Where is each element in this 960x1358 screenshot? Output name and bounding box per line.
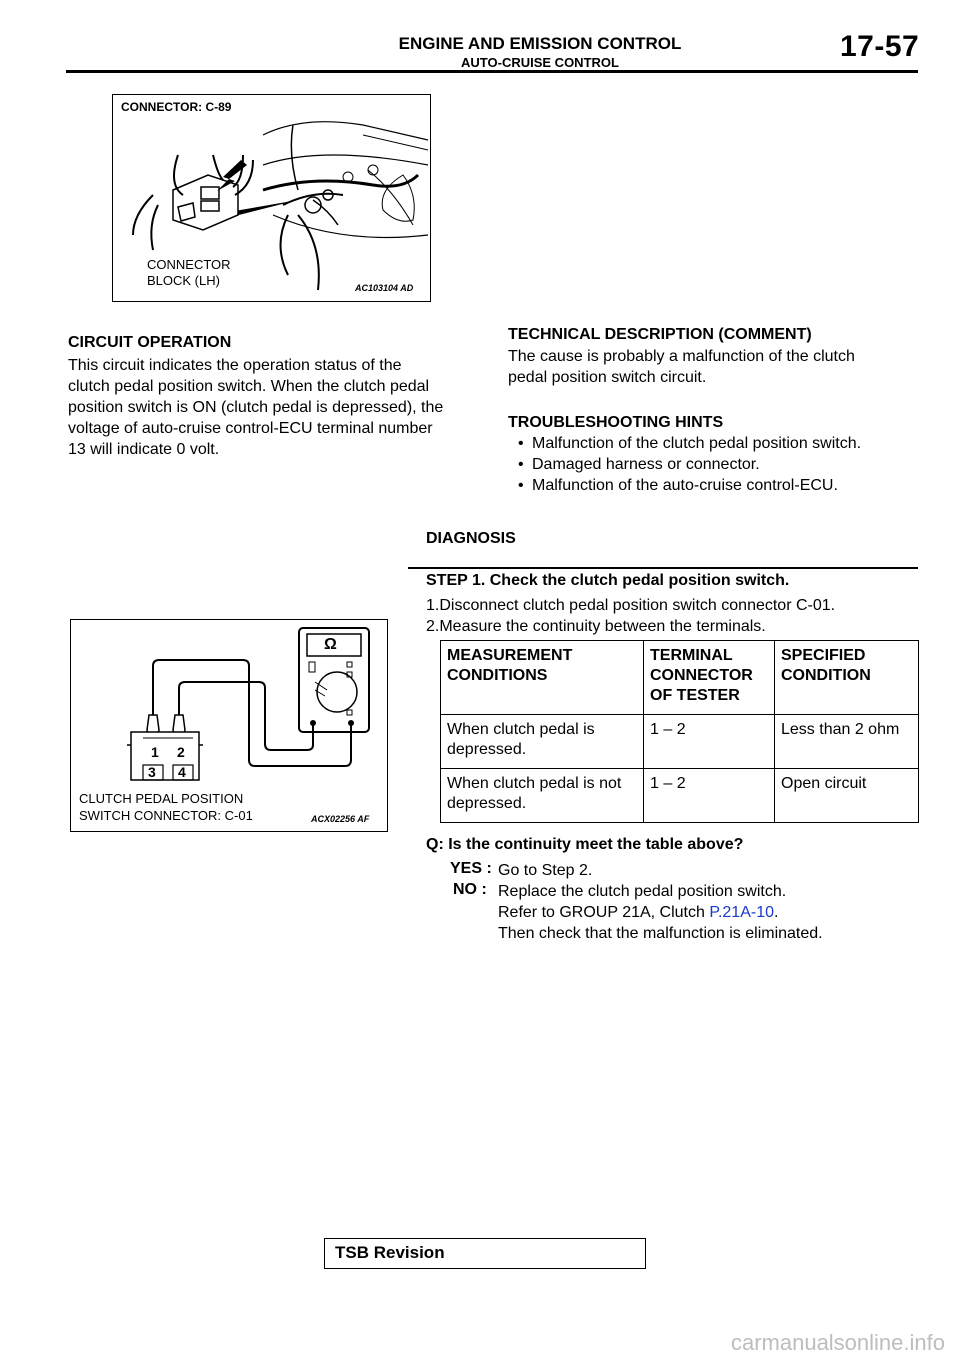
question-text: Q: Is the continuity meet the table above? xyxy=(426,836,744,853)
no-reference-line xyxy=(498,902,918,923)
yes-text: Go to Step 2. xyxy=(498,862,593,879)
pin-label-1: 1 xyxy=(151,744,159,760)
instruction-line: 1.Disconnect clutch pedal position switch connector C-01. xyxy=(426,597,836,614)
cell-line: depressed. xyxy=(447,741,527,758)
cell-terminal: 1 – 2 xyxy=(644,769,775,823)
text-line: 13 will indicate 0 volt. xyxy=(68,441,220,458)
header-line: CONDITIONS xyxy=(447,667,548,684)
no-line: Replace the clutch pedal position switch. xyxy=(498,883,787,900)
connector-id-label: CONNECTOR: C-89 xyxy=(121,100,232,114)
measurement-table xyxy=(440,640,919,823)
header-terminal-connector xyxy=(644,641,775,715)
pin-label-3: 3 xyxy=(148,764,156,780)
no-text xyxy=(498,881,918,944)
tsb-revision-label: TSB Revision xyxy=(335,1243,445,1262)
section-subtitle: AUTO-CRUISE CONTROL xyxy=(461,55,619,70)
text-line: voltage of auto-cruise control-ECU terminal number xyxy=(68,420,433,437)
cell-line: depressed. xyxy=(447,795,527,812)
section-title: ENGINE AND EMISSION CONTROL xyxy=(398,34,682,53)
yes-key: YES : xyxy=(450,860,492,877)
diagnosis-rule xyxy=(408,567,918,569)
list-item: • Malfunction of the auto-cruise control-ECU. xyxy=(510,475,920,496)
connector-block-label-line1: CONNECTOR xyxy=(147,257,231,272)
no-line: Then check that the malfunction is eliminated. xyxy=(498,925,823,942)
tester-connection-figure xyxy=(70,619,388,832)
figure-code: ACX02256 AF xyxy=(311,814,370,824)
no-key: NO : xyxy=(453,881,487,898)
cell-line: When clutch pedal is xyxy=(447,721,595,738)
text-line: The cause is probably a malfunction of the clutch xyxy=(508,348,855,365)
table-row xyxy=(441,715,919,769)
connector-location-figure xyxy=(112,94,431,302)
text-line: This circuit indicates the operation status of the xyxy=(68,357,402,374)
connector-block-label-line2: BLOCK (LH) xyxy=(147,273,220,288)
step-instructions xyxy=(426,595,918,637)
pin-label-4: 4 xyxy=(178,764,186,780)
reference-text: Refer to GROUP 21A, Clutch xyxy=(498,904,710,921)
cell-line: When clutch pedal is not xyxy=(447,775,622,792)
tsb-revision-box xyxy=(324,1238,646,1269)
reference-link[interactable]: P.21A-10 xyxy=(709,904,774,921)
switch-connector-label-line2: SWITCH CONNECTOR: C-01 xyxy=(79,808,253,823)
technical-description-heading: TECHNICAL DESCRIPTION (COMMENT) xyxy=(508,326,812,343)
text-line: clutch pedal position switch. When the clutch pedal xyxy=(68,378,430,395)
text-line: pedal position switch circuit. xyxy=(508,369,707,386)
list-item: • Malfunction of the clutch pedal position switch. xyxy=(510,433,920,454)
diagnosis-heading: DIAGNOSIS xyxy=(426,530,516,547)
troubleshooting-list xyxy=(510,433,920,496)
circuit-operation-heading: CIRCUIT OPERATION xyxy=(68,334,232,351)
switch-connector-label-line1: CLUTCH PEDAL POSITION xyxy=(79,791,244,806)
header-line: MEASUREMENT xyxy=(447,647,573,664)
troubleshooting-heading: TROUBLESHOOTING HINTS xyxy=(508,414,724,431)
pin-label-2: 2 xyxy=(177,744,185,760)
header-specified-condition xyxy=(775,641,919,715)
header-line: OF TESTER xyxy=(650,687,740,704)
instruction-line: 2.Measure the continuity between the terminals. xyxy=(426,618,766,635)
table-row xyxy=(441,769,919,823)
ohm-symbol: Ω xyxy=(324,636,337,653)
technical-description-text xyxy=(508,346,918,388)
cell-specified: Open circuit xyxy=(775,769,919,823)
watermark: carmanualsonline.info xyxy=(730,1330,945,1355)
header-line: TERMINAL xyxy=(650,647,733,664)
table-header-row xyxy=(441,641,919,715)
cell-specified: Less than 2 ohm xyxy=(775,715,919,769)
header-line: CONNECTOR xyxy=(650,667,753,684)
cell-condition xyxy=(441,769,644,823)
header-rule xyxy=(66,70,918,73)
header-line: CONDITION xyxy=(781,667,871,684)
text-line: position switch is ON (clutch pedal is depressed), the xyxy=(68,399,444,416)
cell-condition xyxy=(441,715,644,769)
step-heading: STEP 1. Check the clutch pedal position switch. xyxy=(426,572,790,589)
figure-code: AC103104 AD xyxy=(355,283,414,293)
header-measurement-conditions xyxy=(441,641,644,715)
page-number: 17-57 xyxy=(840,30,920,63)
list-item: • Damaged harness or connector. xyxy=(510,454,920,475)
reference-suffix: . xyxy=(774,904,779,921)
header-line: SPECIFIED xyxy=(781,647,866,664)
cell-terminal: 1 – 2 xyxy=(644,715,775,769)
circuit-operation-text xyxy=(68,355,488,460)
